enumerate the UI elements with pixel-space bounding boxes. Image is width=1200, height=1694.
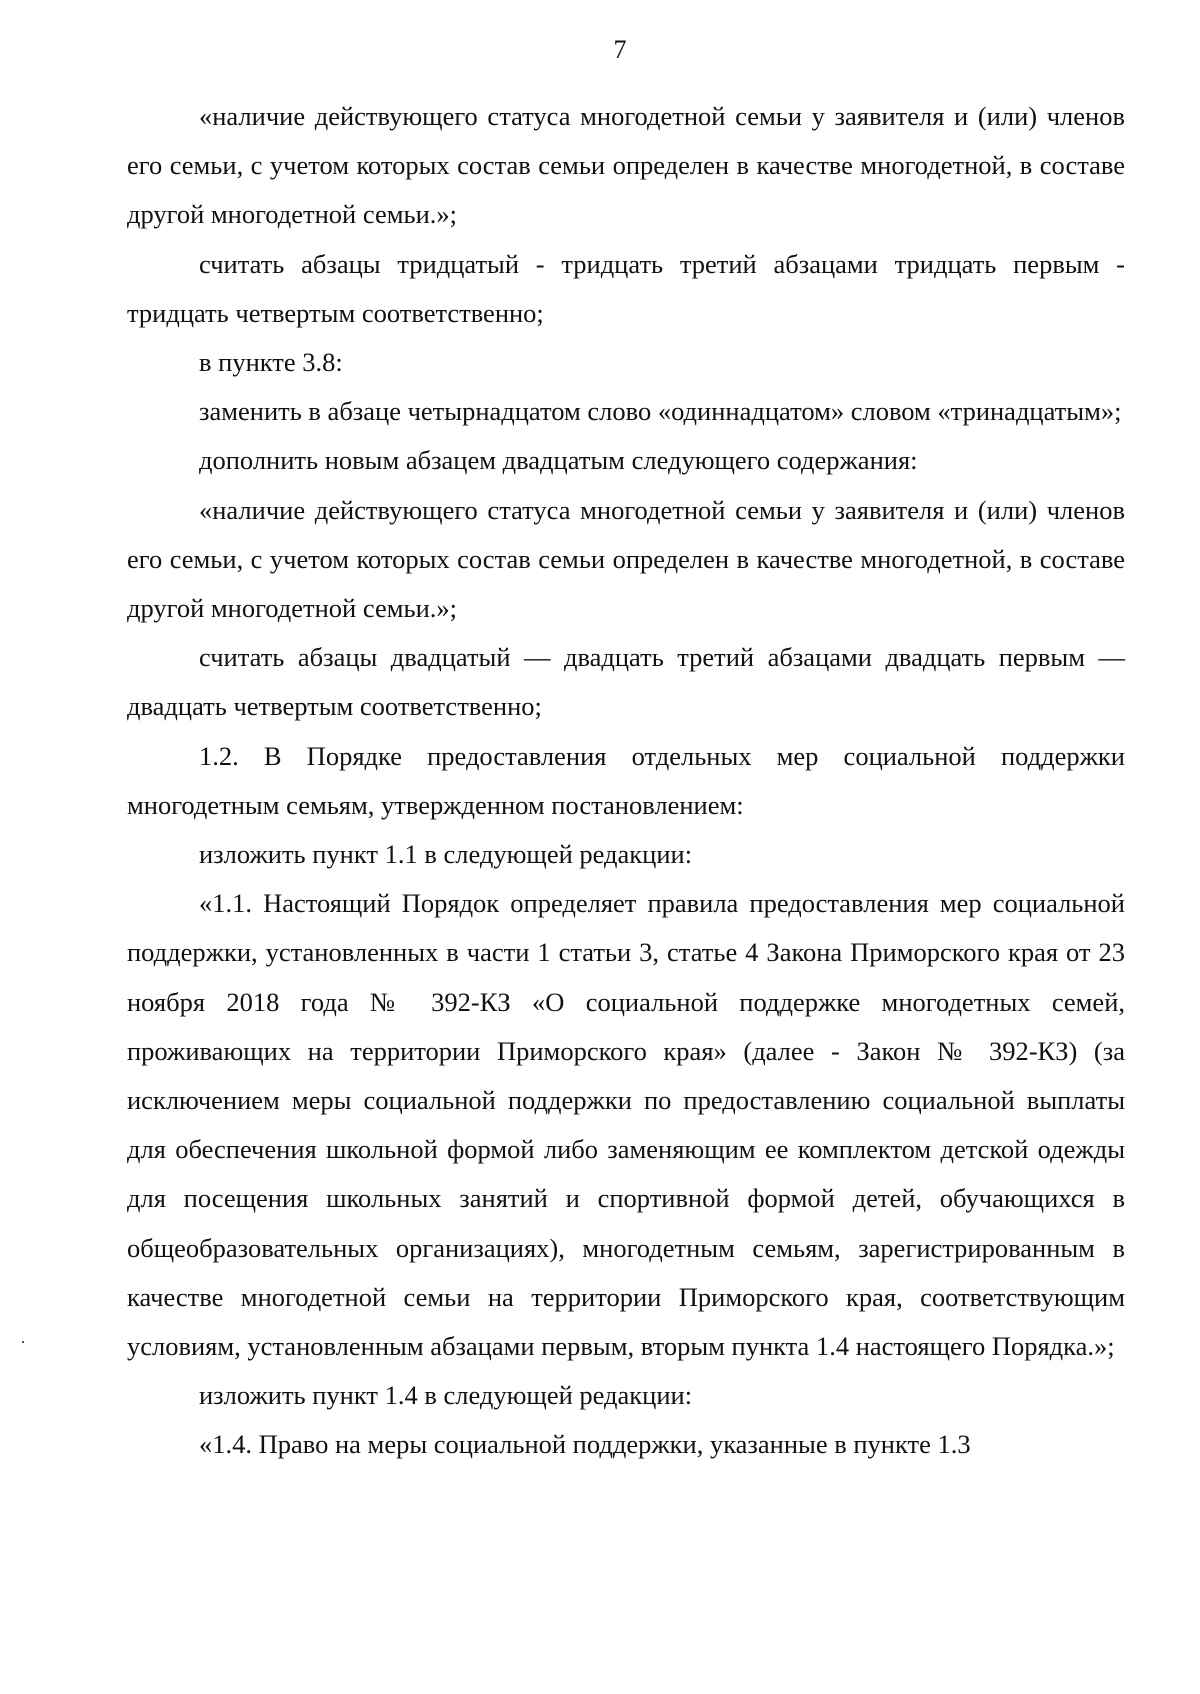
document-body <box>127 92 1125 1470</box>
paragraph-renumber-thirtieth: считать абзацы тридцатый - тридцать третий абзацами тридцать первым - тридцать четвертым соответственно; <box>127 248 1125 328</box>
paragraph-clause-1-4-start: «1.4. Право на меры социальной поддержки, указанные в пункте 1.3 <box>199 1429 971 1460</box>
page-number: 7 <box>613 35 627 64</box>
paragraph-replace-word: заменить в абзаце четырнадцатом слово «одиннадцатом» словом «тринадцатым»; <box>199 396 1122 427</box>
paragraph-restate-1-1: изложить пункт 1.1 в следующей редакции: <box>199 839 693 870</box>
paragraph-status-quote-2: «наличие действующего статуса многодетной семьи у заявителя и (или) членов его семьи, с учетом которых состав семьи определен в качестве многодетной, в составе другой многодетной семьи.»; <box>127 494 1125 624</box>
paragraph-renumber-twentieth: считать абзацы двадцатый — двадцать третий абзацами двадцать первым — двадцать четвертым соответственно; <box>127 642 1125 722</box>
paragraph-status-quote-1: «наличие действующего статуса многодетной семьи у заявителя и (или) членов его семьи, с учетом которых состав семьи определен в качестве многодетной, в составе другой многодетной семьи.»; <box>127 101 1125 230</box>
paragraph-add-twentieth: дополнить новым абзацем двадцатым следующего содержания: <box>199 445 918 476</box>
paragraph-section-1-2: 1.2. В Порядке предоставления отдельных мер социальной поддержки многодетным семьям, утвержденном постановлением: <box>127 740 1125 820</box>
paragraph-restate-1-4: изложить пункт 1.4 в следующей редакции: <box>199 1380 693 1411</box>
paragraph-clause-1-1-text: «1.1. Настоящий Порядок определяет правила предоставления мер социальной поддержки, установленных в части 1 статьи 3, статье 4 Закона Приморского края от 23 ноября 2018 года № 392-КЗ «О социальной поддержке многодетных семей, проживающих на территории Приморского края» (далее - Закон № 392-КЗ) (за исключением меры социальной поддержки по предоставлению социальной выплаты для обеспечения школьной формой либо заменяющим ее комплектом детской одежды для посещения школьных занятий и спортивной формой детей, обучающихся в общеобразовательных организациях), многодетным семьям, зарегистрированным в качестве многодетной семьи на территории Приморского края, соответствующим условиям, установленным абзацами первым, вторым пункта 1.4 настоящего Порядка.»; <box>127 888 1125 1362</box>
scan-speck <box>22 1341 24 1343</box>
paragraph-clause-3-8: в пункте 3.8: <box>199 347 343 378</box>
